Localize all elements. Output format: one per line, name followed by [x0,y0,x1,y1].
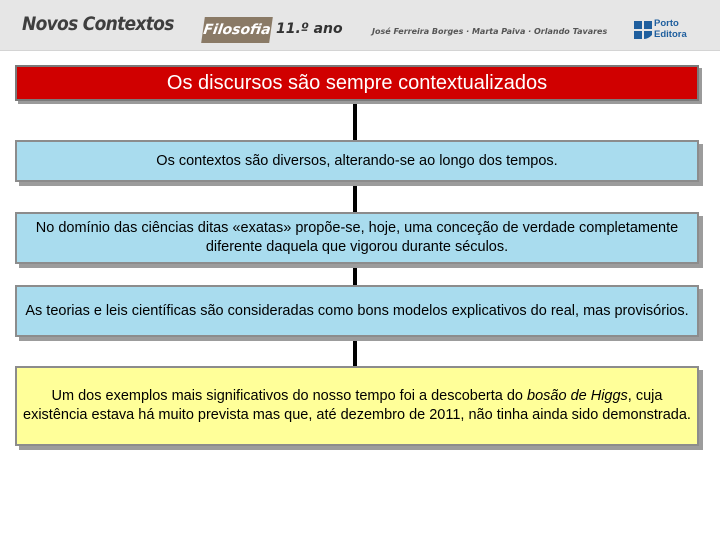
diagram-box-scientific-theories [15,285,699,337]
diagram-box-exact-sciences [15,212,699,264]
diagram-title: Os discursos são sempre contextualizados [15,65,699,101]
publisher-line-1: Porto [654,18,679,29]
subject-badge: Filosofia [201,17,273,43]
publisher-name [654,19,687,40]
text-after: , cuja existência estava há muito prevista mas que, até dezembro de 2011, não tinha ainda sido demonstrada. [23,388,691,423]
emphasis-higgs: bosão de Higgs [527,388,628,404]
text-before: Um dos exemplos mais significativos do nosso tempo foi a descoberta do [51,388,528,404]
brand-title: Novos Contextos [22,13,174,35]
box-text: No domínio das ciências ditas «exatas» propõe-se, hoje, uma conceção de verdade completamente diferente daquela que vigorou durante séculos. [35,220,679,255]
box-text: Os contextos são diversos, alterando-se ao longo dos tempos. [156,152,558,169]
porto-editora-logo-icon [634,21,652,39]
diagram-box-contexts [15,140,699,182]
box-text: As teorias e leis científicas são consideradas como bons modelos explicativos do real, mas provisórios. [25,302,689,319]
diagram-box-higgs-example [15,366,699,446]
box-text [23,387,691,425]
publisher-line-2: Editora [654,28,687,40]
header-bar [0,0,720,51]
authors-line: José Ferreira Borges · Marta Paiva · Orlando Tavares [372,27,608,36]
grade-label: 11.º ano [276,21,343,37]
publisher-logo [634,19,704,43]
